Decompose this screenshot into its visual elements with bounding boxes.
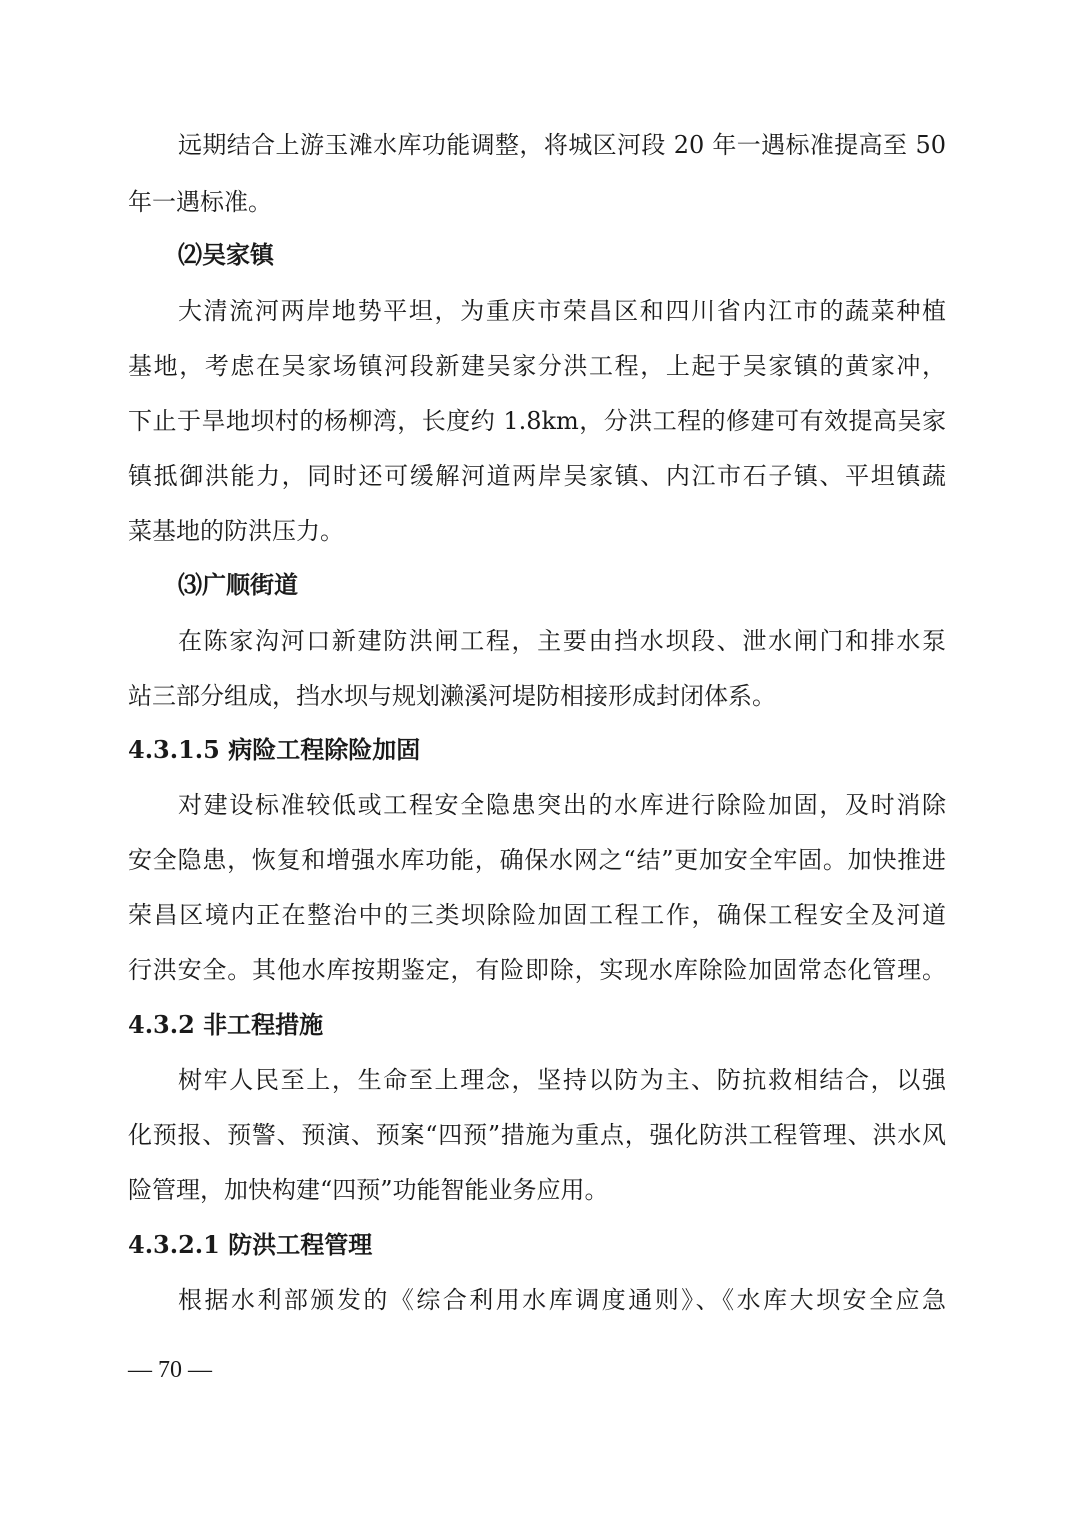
paragraph-line: 树牢人民至上，生命至上理念，坚持以防为主、防抗救相结合，以强 (178, 1066, 946, 1094)
paragraph-line: 站三部分组成，挡水坝与规划濑溪河堤防相接形成封闭体系。 (128, 682, 776, 710)
paragraph-line: 荣昌区境内正在整治中的三类坝除险加固工程工作，确保工程安全及河道 (128, 901, 946, 929)
paragraph-line: 大清流河两岸地势平坦，为重庆市荣昌区和四川省内江市的蔬菜种植 (178, 297, 946, 325)
paragraph-line: 在陈家沟河口新建防洪闸工程，主要由挡水坝段、泄水闸门和排水泵 (178, 627, 946, 655)
paragraph-line: 镇抵御洪能力，同时还可缓解河道两岸吴家镇、内江市石子镇、平坦镇蔬 (128, 462, 946, 490)
paragraph-line: 对建设标准较低或工程安全隐患突出的水库进行除险加固，及时消除 (178, 791, 946, 819)
paragraph-line: 行洪安全。其他水库按期鉴定，有险即除，实现水库除险加固常态化管理。 (128, 956, 946, 984)
section-heading-432: 4.3.2 非工程措施 (128, 1010, 324, 1039)
page-number: — 70 — (128, 1357, 212, 1383)
paragraph-line: 菜基地的防洪压力。 (128, 517, 344, 545)
sub-heading-guangshun: ⑶广顺街道 (178, 570, 298, 599)
section-heading-4321: 4.3.2.1 防洪工程管理 (128, 1230, 373, 1259)
paragraph-line: 险管理，加快构建“四预”功能智能业务应用。 (128, 1176, 609, 1204)
paragraph-line: 化预报、预警、预演、预案“四预”措施为重点，强化防洪工程管理、洪水风 (128, 1121, 946, 1149)
paragraph-line: 年一遇标准。 (128, 188, 272, 216)
paragraph-line: 基地，考虑在吴家场镇河段新建吴家分洪工程，上起于吴家镇的黄家冲， (128, 352, 946, 380)
sub-heading-wujia: ⑵吴家镇 (178, 240, 274, 269)
paragraph-line: 远期结合上游玉滩水库功能调整，将城区河段 20 年一遇标准提高至 50 (178, 131, 946, 159)
paragraph-line: 根据水利部颁发的《综合利用水库调度通则》、《水库大坝安全应急 (178, 1286, 946, 1314)
section-heading-4315: 4.3.1.5 病险工程除险加固 (128, 735, 421, 764)
paragraph-line: 安全隐患，恢复和增强水库功能，确保水网之“结”更加安全牢固。加快推进 (128, 846, 946, 874)
paragraph-line: 下止于旱地坝村的杨柳湾，长度约 1.8km，分洪工程的修建可有效提高吴家 (128, 407, 946, 435)
